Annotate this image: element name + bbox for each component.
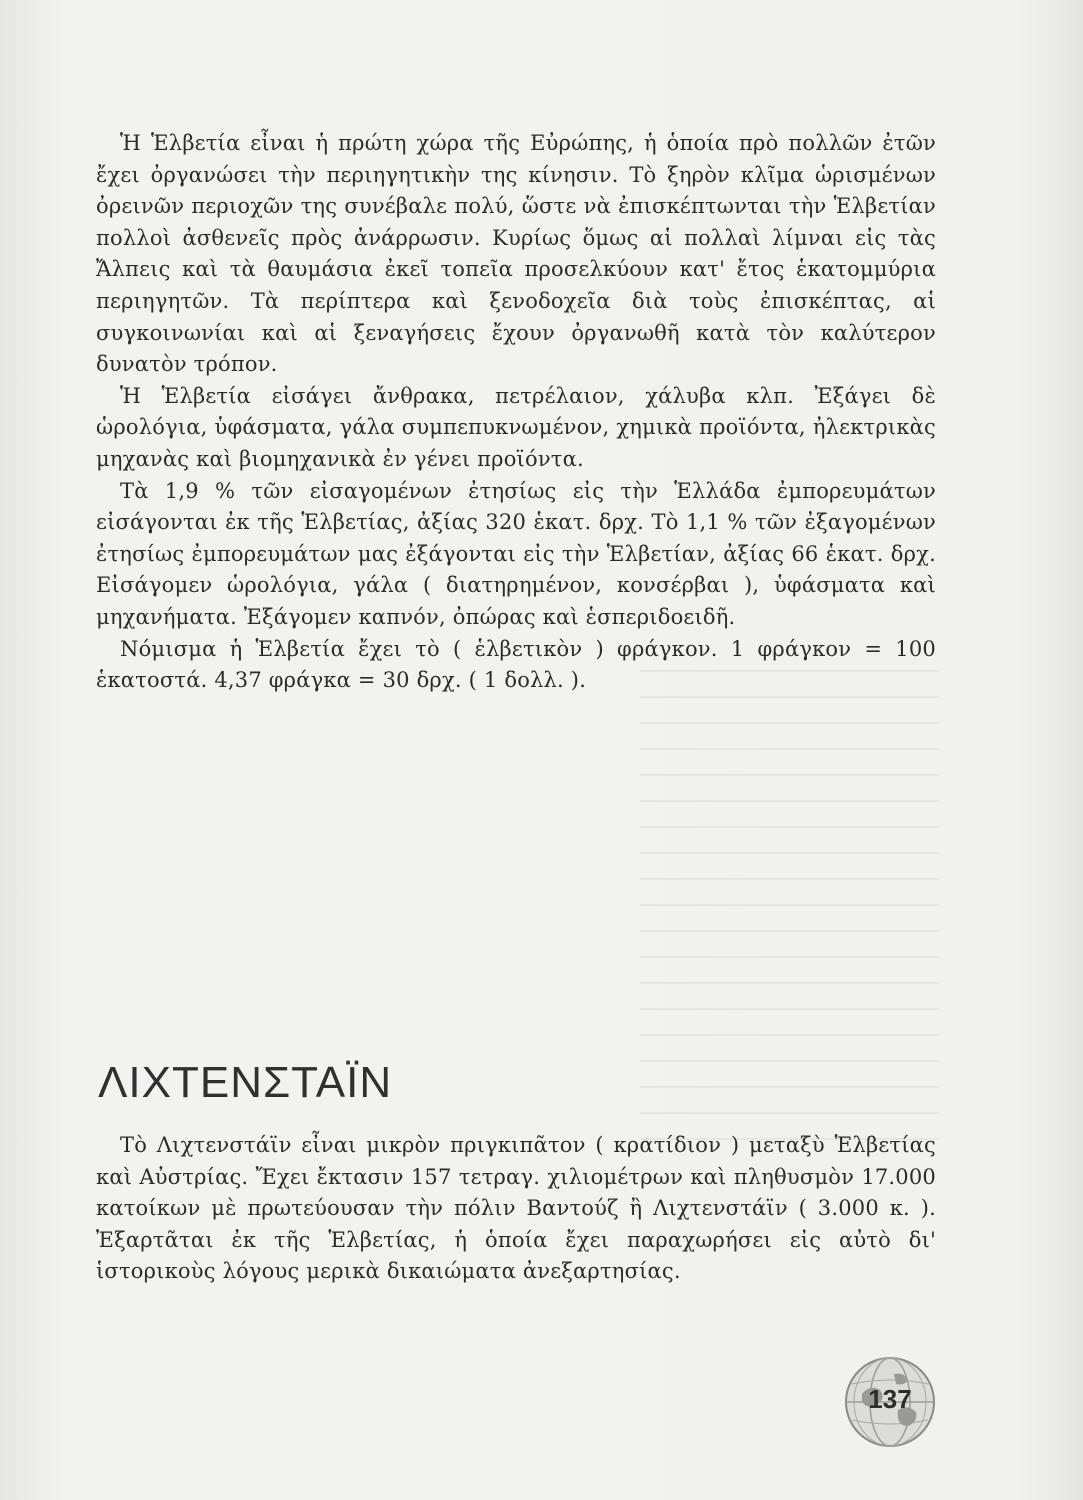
paragraph-trade: Ἡ Ἑλβετία εἰσάγει ἄνθρακα, πετρέλαιον, χάλυβα κλπ. Ἐξάγει δὲ ὡρολόγια, ὑφάσματα, γάλα συμπεπυκνωμένον, χημικὰ προϊόντα, ἠλεκτρικὰς μηχανὰς καὶ βιομηχανικὰ ἐν γένει προϊόντα. [96, 383, 936, 471]
paragraph-liechtenstein: Τὸ Λιχτενστάϊν εἶναι μικρὸν πριγκιπᾶτον ( κρατίδιον ) μεταξὺ Ἑλβετίας καὶ Αὐστρίας. Ἔχει ἔκτασιν 157 τετραγ. χιλιομέτρων καὶ πληθυσμὸν 17.000 κατοίκων μὲ πρωτεύουσαν τὴν πόλιν Βαντούζ ἢ Λιχτενστάϊν ( 3.000 κ. ). Ἐξαρτᾶται ἐκ τῆς Ἑλβετίας, ἡ ὁποία ἔχει παραχωρήσει εἰς αὐτὸ δι' ἱστορικοὺς λόγους μερικὰ δικαιώματα ἀνεξαρτησίας. [96, 1133, 936, 1284]
page-number-badge [842, 1354, 938, 1450]
page-number: 137 [868, 1384, 912, 1414]
paragraph-greek-trade: Τὰ 1,9 % τῶν εἰσαγομένων ἐτησίως εἰς τὴν Ἑλλάδα ἐμπορευμάτων εἰσάγονται ἐκ τῆς Ἑλβετίας, ἀξίας 320 ἑκατ. δρχ. Τὸ 1,1 % τῶν ἐξαγομένων ἐτησίως ἐμπορευμάτων μας ἐξάγονται εἰς τὴν Ἑλβετίαν, ἀξίας 66 ἑκατ. δρχ. Εἰσάγομεν ὡρολόγια, γάλα ( διατηρημένον, κονσέρβαι ), ὑφάσματα καὶ μηχανήματα. Ἐξάγομεν καπνόν, ὀπώρας καὶ ἑσπεριδοειδῆ. [96, 478, 936, 629]
switzerland-section [96, 128, 936, 697]
section-heading-liechtenstein: ΛΙΧΤΕΝΣΤΑΪΝ [98, 1058, 393, 1107]
paragraph-tourism: Ἡ Ἑλβετία εἶναι ἡ πρώτη χώρα τῆς Εὐρώπης, ἡ ὁποία πρὸ πολλῶν ἐτῶν ἔχει ὀργανώσει τὴν περιηγητικὴν της κίνησιν. Τὸ ξηρὸν κλῖμα ὡρισμένων ὀρεινῶν περιοχῶν της συνέβαλε πολύ, ὥστε νὰ ἐπισκέπτωνται τὴν Ἑλβετίαν πολλοὶ ἀσθενεῖς πρὸς ἀνάρρωσιν. Κυρίως ὅμως αἱ πολλαὶ λίμναι εἰς τὰς Ἄλπεις καὶ τὰ θαυμάσια ἐκεῖ τοπεῖα προσελκύουν κατ' ἔτος ἑκατομμύρια περιηγητῶν. Τὰ περίπτερα καὶ ξενοδοχεῖα διὰ τοὺς ἐπισκέπτας, αἱ συγκοινωνίαι καὶ αἱ ξεναγήσεις ἔχουν ὀργανωθῆ κατὰ τὸν καλύτερον δυνατὸν τρόπον. [96, 131, 936, 377]
paragraph-currency: Νόμισμα ἡ Ἑλβετία ἔχει τὸ ( ἑλβετικὸν ) φράγκον. 1 φράγκον = 100 ἑκατοστά. 4,37 φράγκα = 30 δρχ. ( 1 δολλ. ). [96, 636, 936, 693]
show-through-texture [640, 660, 940, 1140]
liechtenstein-section [96, 1130, 936, 1288]
